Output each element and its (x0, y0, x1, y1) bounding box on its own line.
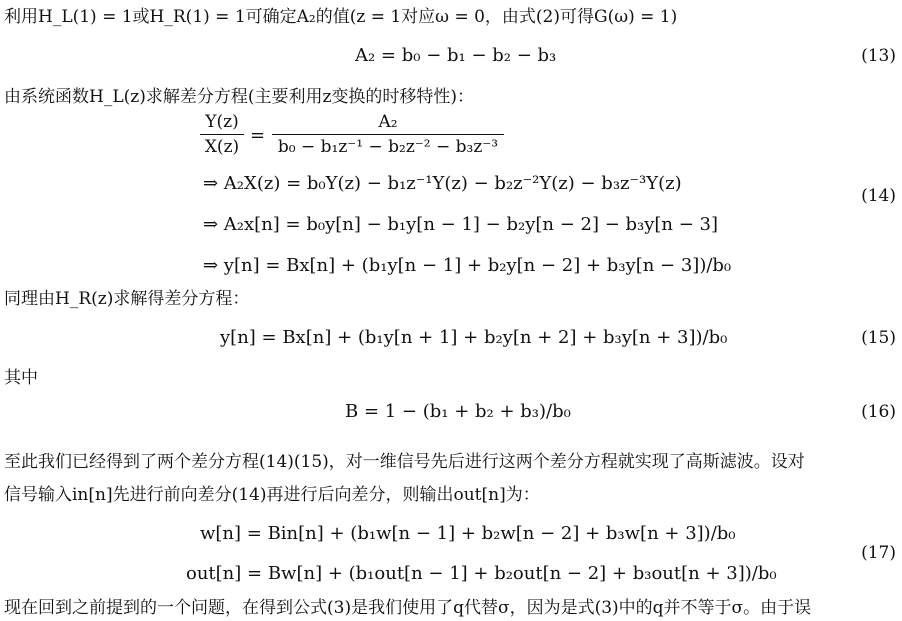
paragraph-line-6: 信号输入in[n]先进行前向差分(14)再进行后向差分，则输出out[n]为： (4, 485, 540, 505)
equation-number-13: (13) (861, 46, 896, 66)
equation-17-b: out[n] = Bw[n] + (b₁out[n − 1] + b₂out[n − 2] + b₃out[n + 3])/b₀ (186, 563, 777, 584)
equation-14-step-c: ⇒ y[n] = Bx[n] + (b₁y[n − 1] + b₂y[n − 2] + b₃y[n − 3])/b₀ (203, 255, 732, 276)
equation-number-17: (17) (861, 543, 896, 563)
paragraph-line-3: 同理由H_R(z)求解得差分方程： (4, 289, 250, 309)
equation-16: B = 1 − (b₁ + b₂ + b₃)/b₀ (345, 401, 571, 422)
equation-14-rhs-denominator: b₀ − b₁z⁻¹ − b₂z⁻² − b₃z⁻³ (277, 137, 499, 157)
equation-number-16: (16) (861, 402, 896, 422)
equation-14-lhs-denominator: X(z) (204, 137, 240, 157)
equals-sign: = (250, 125, 266, 146)
equation-15: y[n] = Bx[n] + (b₁y[n + 1] + b₂y[n + 2] + b₃y[n + 3])/b₀ (220, 327, 728, 348)
equation-14-step-a: ⇒ A₂X(z) = b₀Y(z) − b₁z⁻¹Y(z) − b₂z⁻²Y(z) − b₃z⁻³Y(z) (203, 173, 682, 194)
equation-14-rhs-numerator: A₂ (378, 112, 398, 132)
paragraph-line-7: 现在回到之前提到的一个问题，在得到公式(3)是我们使用了q代替σ，因为是式(3)中的q并不等于σ。由于误 (4, 598, 812, 618)
paragraph-line-1: 利用H_L(1) = 1或H_R(1) = 1可确定A₂的值(z = 1对应ω = 0，由式(2)可得G(ω) = 1) (4, 7, 678, 27)
paragraph-line-5: 至此我们已经得到了两个差分方程(14)(15)，对一维信号先后进行这两个差分方程就实现了高斯滤波。设对 (4, 452, 805, 472)
equation-13: A₂ = b₀ − b₁ − b₂ − b₃ (355, 45, 557, 66)
equation-number-14: (14) (861, 186, 896, 206)
paragraph-line-2: 由系统函数H_L(z)求解差分方程(主要利用z变换的时移特性)： (4, 87, 475, 107)
equation-14-lhs-numerator: Y(z) (205, 112, 239, 132)
equation-14-rhs-fraction (272, 112, 504, 157)
equation-number-15: (15) (861, 328, 896, 348)
equation-17-a: w[n] = Bin[n] + (b₁w[n − 1] + b₂w[n − 2] + b₃w[n + 3])/b₀ (200, 523, 736, 544)
equation-14-lhs-fraction (200, 112, 244, 157)
paragraph-line-4: 其中 (4, 368, 38, 388)
equation-14-step-b: ⇒ A₂x[n] = b₀y[n] − b₁y[n − 1] − b₂y[n − 2] − b₃y[n − 3] (203, 214, 719, 235)
